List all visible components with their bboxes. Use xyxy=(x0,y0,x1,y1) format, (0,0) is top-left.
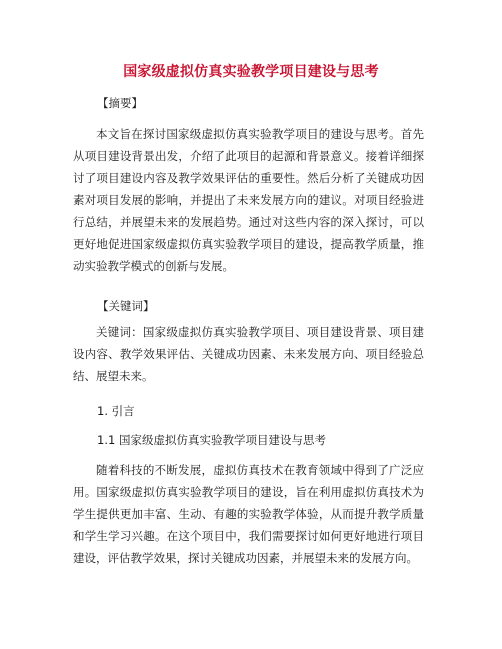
keywords-paragraph: 关键词：国家级虚拟仿真实验教学项目、项目建设背景、项目建设内容、教学效果评估、关键成功因素、未来发展方向、项目经验总结、展望未来。 xyxy=(73,325,424,383)
keywords-heading: 【关键词】 xyxy=(97,299,155,313)
abstract-heading: 【摘要】 xyxy=(97,96,143,110)
section-1-1-heading: 1.1 国家级虚拟仿真实验教学项目建设与思考 xyxy=(97,433,326,447)
section-1-1-paragraph: 随着科技的不断发展，虚拟仿真技术在教育领域中得到了广泛应用。国家级虚拟仿真实验教学项目的建设，旨在利用虚拟仿真技术为学生提供更加丰富、生动、有趣的实验教学体验，从而提升教学质量和学生学习兴趣。在这个项目中，我们需要探讨如何更好地进行项目建设，评估教学效果，探讨关键成功因素，并展望未来的发展方向。 xyxy=(73,463,424,565)
document-title: 国家级虚拟仿真实验教学项目建设与思考 xyxy=(123,64,379,80)
section-1-heading: 1. 引言 xyxy=(97,404,135,418)
abstract-paragraph: 本文旨在探讨国家级虚拟仿真实验教学项目的建设与思考。首先从项目建设背景出发，介绍了此项目的起源和背景意义。接着详细探讨了项目建设内容及教学效果评估的重要性。然后分析了关键成功因素对项目发展的影响，并提出了未来发展方向的建议。对项目经验进行总结，并展望未来的发展趋势。通过对这些内容的深入探讨，可以更好地促进国家级虚拟仿真实验教学项目的建设，提高教学质量，推动实验教学模式的创新与发展。 xyxy=(73,127,424,273)
